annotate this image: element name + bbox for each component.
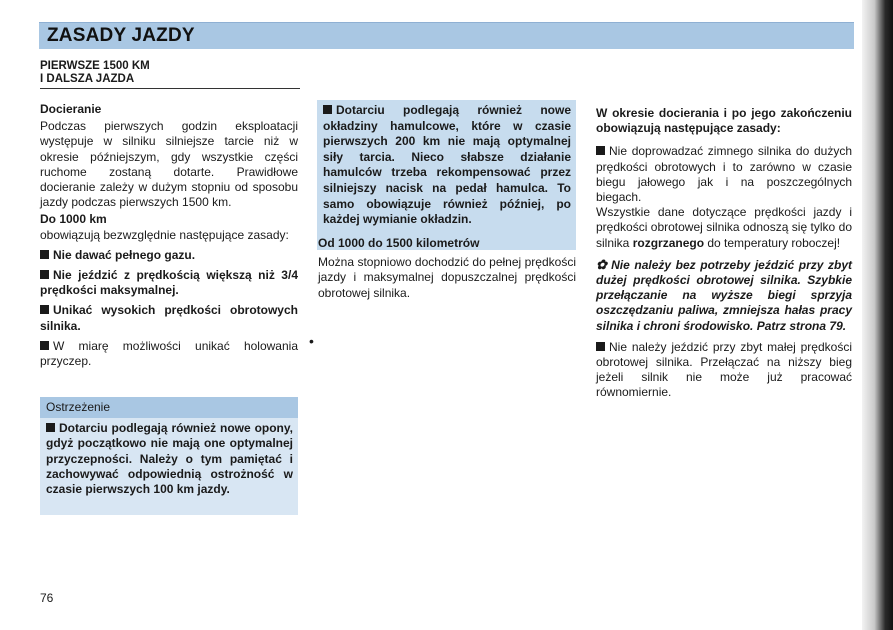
page-edge-shadow [862, 0, 893, 630]
brake-note-text: Dotarciu podlegają również nowe okładziny hamulcowe, które w czasie pierwszych 200 km nie mają optymalnej siły tarcia. Nieco słabsze działanie hamulców trzeba rekompensować przez silniejszy nacisk na pedał hamulca. To samo obowiązuje również później, po każdej wymianie okładzin. [323, 103, 571, 227]
square-bullet-icon [40, 250, 49, 259]
eco-note: ✿ Nie należy bez potrzeby jeździć przy zbyt dużej prędkości obrotowej silnika. Szybkie przełączanie na wyższe biegi sprzyja oszczędzaniu paliwa, zmniejsza hałas pracy silnika i chroni środowisko. Patrz strona 79. [596, 256, 852, 333]
section-title-line1: PIERWSZE 1500 KM [40, 60, 150, 72]
square-bullet-icon [40, 270, 49, 279]
environment-flower-icon: ✿ [596, 256, 609, 272]
heading-docieranie: Docieranie [40, 102, 102, 116]
chapter-title: ZASADY JAZDY [47, 25, 195, 46]
paragraph-zasady: obowiązują bezwzględnie następujące zasady: [40, 227, 289, 242]
section-rule [40, 88, 300, 89]
page-number: 76 [40, 591, 54, 605]
chapter-header-bar [39, 22, 854, 49]
warning-title: Ostrzeżenie [46, 400, 111, 414]
stray-dot: • [309, 333, 314, 349]
section-title-line2: I DALSZA JAZDA [40, 73, 135, 85]
square-bullet-icon [323, 105, 332, 114]
bullet-item: Unikać wysokich prędkości obrotowych silnika. [40, 303, 298, 333]
heading-1000-1500: Od 1000 do 1500 kilometrów [318, 236, 480, 250]
heading-rules: W okresie docierania i po jego zakończeniu obowiązują następujące zasady: [596, 106, 852, 136]
square-bullet-icon [46, 423, 55, 432]
paragraph-1000-1500: Można stopniowo dochodzić do pełnej prędkości jazdy i maksymalnej dopuszczalnej prędkości obrotowej silnika. [318, 255, 576, 300]
paragraph-docieranie: Podczas pierwszych godzin eksploatacji występuje w silniku silniejsze tarcie niż w okresie późniejszym, gdy wszystkie części ruchome zostaną dotarte. Prawidłowe docieranie zależy w dużym stopniu od sposobu jazdy podczas pierwszych 1500 km. [40, 119, 298, 210]
square-bullet-icon [596, 342, 605, 351]
bullet-item: Nie dawać pełnego gazu. [40, 248, 298, 263]
section-title [40, 60, 150, 86]
bullet-item: Nie jeździć z prędkością większą niż 3/4 prędkości maksymalnej. [40, 268, 298, 298]
left-column [40, 102, 298, 369]
square-bullet-icon [596, 146, 605, 155]
warning-text: Dotarciu podlegają również nowe opony, gdyż początkowo nie mają one optymalnej przyczepności. Należy o tym pamiętać i zachowywać odpowiednią ostrożność w czasie pierwszych 100 km jazdy. [46, 421, 293, 497]
square-bullet-icon [40, 305, 49, 314]
square-bullet-icon [40, 341, 49, 350]
bullet-item: Nie należy jeździć przy zbyt małej prędkości obrotowej silnika. Przełączać na niższy bieg jeżeli silnik nie może już pracować równomiernie. [596, 339, 852, 400]
paragraph-temperature: Wszystkie dane dotyczące prędkości jazdy i prędkości obrotowej silnika odnoszą się tylko do silnika rozgrzanego do temperatury roboczej! [596, 205, 852, 250]
middle-column [318, 236, 576, 301]
bullet-item: Nie doprowadzać zimnego silnika do dużych prędkości obrotowych i to zarówno w czasie biegu jałowego jak i na poszczególnych biegach. [596, 144, 852, 205]
bullet-item: W miarę możliwości unikać holowania przyczep. [40, 338, 298, 369]
right-column [596, 106, 852, 401]
heading-do-1000: Do 1000 km [40, 212, 107, 227]
